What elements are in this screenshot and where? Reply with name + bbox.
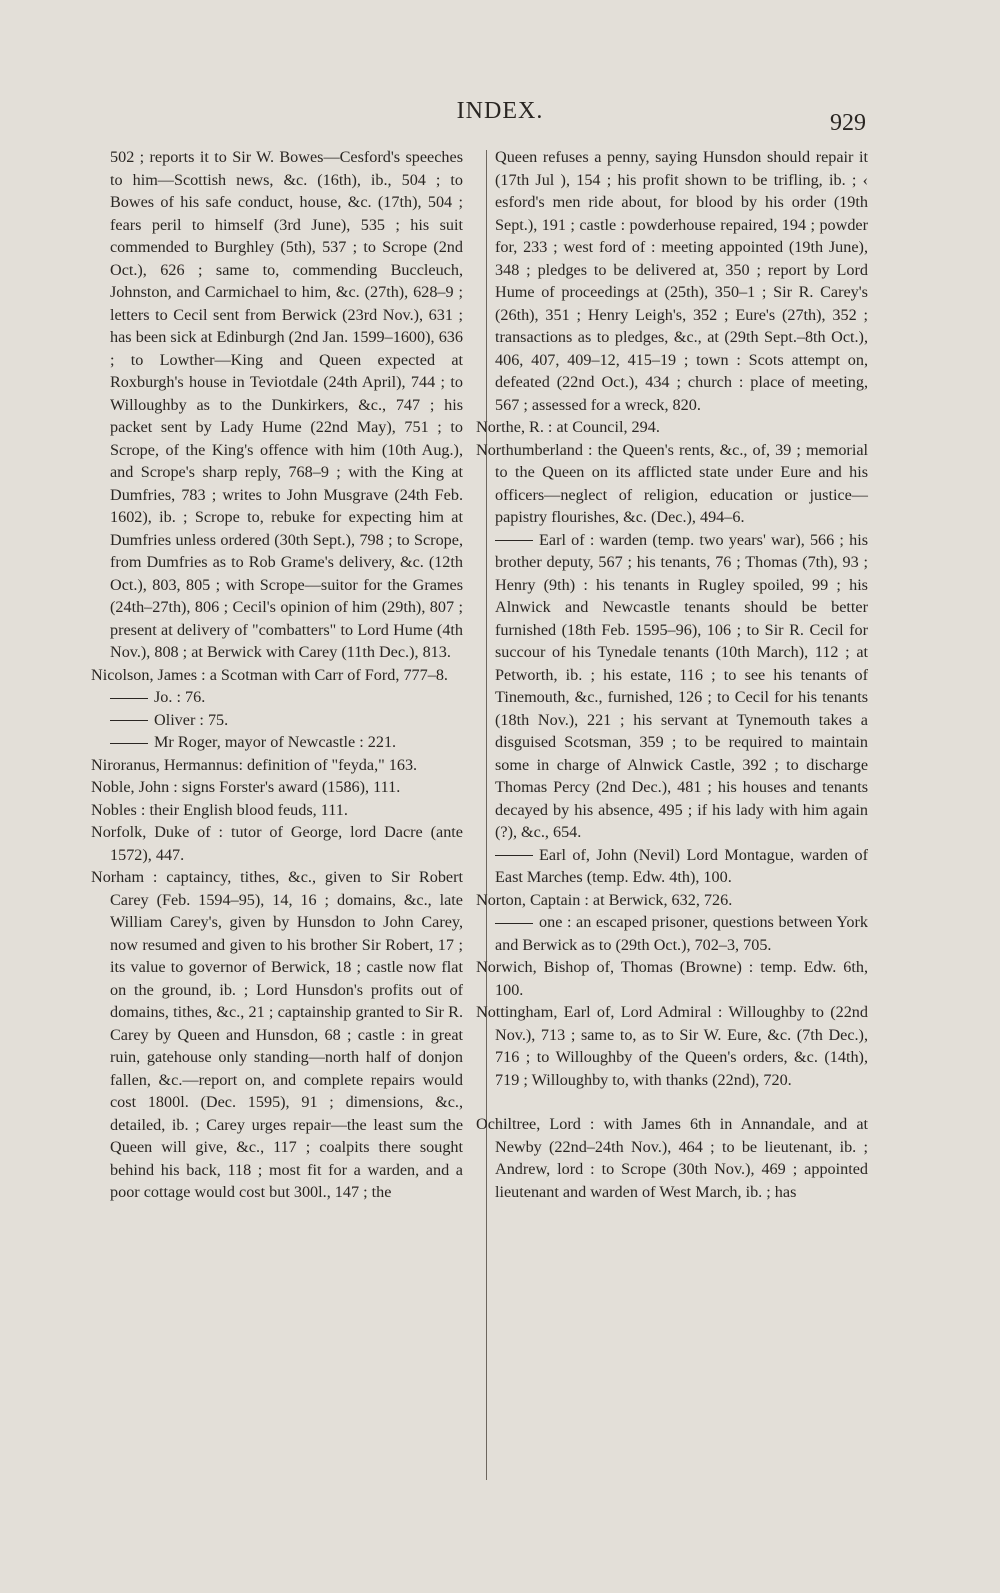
index-subentry <box>91 686 463 709</box>
section-gap <box>476 1091 868 1113</box>
entry-text: one : an escaped prisoner, questions between York and Berwick as to (29th Oct.), 702–3, 705. <box>495 913 868 954</box>
entry-text: Ochiltree, Lord : with James 6th in Annandale, and at Newby (22nd–24th Nov.), 464 ; to be lieutenant, ib. ; Andrew, lord : to Scrope (30th Nov.), 469 ; appointed lieutenant and warden of West March, ib. ; has <box>476 1115 868 1201</box>
entry-text: Norham : captaincy, tithes, &c., given to Sir Robert Carey (Feb. 1594–95), 14, 16 ; domains, &c., late William Carey's, given by Hunsdon to John Carey, now resumed and given to his brother Sir Robert, 17 ; its value to governor of Berwick, 18 ; castle now flat on the ground, ib. ; Lord Hunsdon's profits out of domains, tithes, &c., 21 ; captainship granted to Sir R. Carey by Queen and Hunsdon, 68 ; castle : in great ruin, gatehouse only standing—north half of donjon fallen, &c.—report on, and complete repairs would cost 1800l. (Dec. 1595), 91 ; dimensions, &c., detailed, ib. ; Carey urges repair—the least sum the Queen will give, &c., 117 ; coalpits there sought behind his back, 118 ; most fit for a warden, and a poor cottage would cost but 300l., 147 ; the <box>91 868 463 1201</box>
index-entry-continued <box>476 146 868 416</box>
ditto-dash <box>110 720 148 721</box>
entry-text: Norton, Captain : at Berwick, 632, 726. <box>476 890 733 909</box>
entry-text: Nicolson, James : a Scotman with Carr of Ford, 777–8. <box>91 665 448 684</box>
ditto-dash <box>110 698 148 699</box>
index-entry <box>91 776 463 799</box>
entry-text: Earl of, John (Nevil) Lord Montague, warden of East Marches (temp. Edw. 4th), 100. <box>495 845 868 886</box>
entry-text: Noble, John : signs Forster's award (1586), 111. <box>91 778 401 796</box>
entry-text: Jo. : 76. <box>154 688 206 706</box>
ditto-dash <box>110 743 148 744</box>
index-entry-continued <box>91 146 463 664</box>
ditto-dash <box>495 855 533 856</box>
page-number: 929 <box>830 110 866 136</box>
entry-text: Northe, R. : at Council, 294. <box>476 418 660 436</box>
running-head: INDEX. <box>456 98 544 124</box>
entry-text: Niroranus, Hermannus: definition of "feyda," 163. <box>91 755 418 774</box>
index-entry <box>476 1001 868 1091</box>
index-column-right <box>476 146 868 1203</box>
index-column-left <box>91 146 463 1204</box>
index-subentry <box>476 911 868 956</box>
entry-text: 502 ; reports it to Sir W. Bowes—Cesford's speeches to him—Scottish news, &c. (16th), ib., 504 ; to Bowes of his safe conduct, house, &c. (17th), 504 ; fears peril to himself (3rd June), 535 ; his suit commended to Burghley (5th), 537 ; to Scrope (2nd Oct.), 626 ; same to, commending Buccleuch, Johnston, and Carmichael to him, &c. (27th), 628–9 ; letters to Cecil sent from Berwick (23rd Nov.), 631 ; has been sick at Edinburgh (2nd Jan. 1599–1600), 636 ; to Lowther—King and Queen expected at Roxburgh's house in Teviotdale (24th April), 744 ; to Willoughby as to the Dunkirkers, &c., 747 ; his packet sent by Lady Hume (22nd May), 751 ; to Scrope, of the King's offence with him (10th Aug.), and Scrope's sharp reply, 768–9 ; with the King at Dumfries, 783 ; writes to John Musgrave (24th Feb. 1602), ib. ; Scrope to, rebuke for expecting him at Dumfries unless ordered (30th Sept.), 798 ; to Scrope, from Dumfries as to Rob Grame's delivery, &c. (12th Oct.), 803, 805 ; with Scrope—suitor for the Grames (24th–27th), 806 ; Cecil's opinion of him (29th), 807 ; present at delivery of "combatters" to Lord Hume (4th Nov.), 808 ; at Berwick with Carey (11th Dec.), 813. <box>110 148 463 661</box>
index-entry <box>476 416 868 439</box>
entry-text: Queen refuses a penny, saying Hunsdon should repair it (17th Jul ), 154 ; his profit shown to be trifling, ib. ; ‹ esford's men ride about, for blood by his order (19th Sept.), 191 ; castle : powderhouse repaired, 194 ; powder for, 233 ; west ford of : meeting appointed (19th June), 348 ; pledges to be delivered at, 350 ; report by Lord Hume of proceedings at (25th), 350–1 ; Sir R. Carey's (26th), 351 ; Henry Leigh's, 352 ; Eure's (27th), 352 ; transactions as to pledges, &c., at (29th Sept.–8th Oct.), 406, 407, 409–12, 415–19 ; town : Scots attempt on, defeated (22nd Oct.), 434 ; church : place of meeting, 567 ; assessed for a wreck, 820. <box>495 148 868 414</box>
entry-text: Earl of : warden (temp. two years' war), 566 ; his brother deputy, 567 ; his tenants, 76 ; Thomas (7th), 93 ; Henry (9th) : his tenants in Rugley spoiled, 99 ; his Alnwick and Newcastle tenants should be better furnished (18th Feb. 1595–96), 106 ; to Sir R. Cecil for succour of his Tynedale tenants (10th March), 112 ; at Petworth, ib. ; his estate, 116 ; to see his tenants of Tinemouth, &c., furnished, 126 ; to Cecil for his tenants (18th Nov.), 221 ; his servant at Tynemouth takes a disguised Scotsman, 359 ; to be required to maintain some in charge of Alnwick Castle, 392 ; to discharge Thomas Percy (2nd Dec.), 481 ; his houses and tenants decayed by his absence, 495 ; if his lady with him again (?), &c., 654. <box>495 530 868 841</box>
index-entry <box>91 664 463 687</box>
index-entry <box>476 1113 868 1203</box>
entry-text: Nottingham, Earl of, Lord Admiral : Willoughby to (22nd Nov.), 713 ; same to, as to Sir W. Eure, &c. (7th Dec.), 716 ; to Willoughby of the Queen's orders, &c. (14th), 719 ; Willoughby to, with thanks (22nd), 720. <box>476 1003 868 1089</box>
index-entry <box>476 439 868 529</box>
index-entry <box>476 956 868 1001</box>
index-entry <box>91 754 463 777</box>
entry-text: Northumberland : the Queen's rents, &c., of, 39 ; memorial to the Queen on its afflicted state under Eure and his officers—neglect of religion, education or justice—papistry flourishes, &c. (Dec.), 494–6. <box>476 440 868 526</box>
index-entry <box>91 821 463 866</box>
index-subentry <box>476 844 868 889</box>
entry-text: Nobles : their English blood feuds, 111. <box>91 800 348 819</box>
ditto-dash <box>495 540 533 541</box>
index-entry <box>91 799 463 822</box>
index-entry <box>476 889 868 912</box>
entry-text: Norwich, Bishop of, Thomas (Browne) : temp. Edw. 6th, 100. <box>476 958 868 999</box>
ditto-dash <box>495 923 533 924</box>
index-subentry <box>476 529 868 844</box>
index-subentry <box>91 709 463 732</box>
index-entry <box>91 866 463 1204</box>
entry-text: Norfolk, Duke of : tutor of George, lord Dacre (ante 1572), 447. <box>91 823 463 864</box>
entry-text: Oliver : 75. <box>154 710 229 729</box>
entry-text: Mr Roger, mayor of Newcastle : 221. <box>154 733 397 751</box>
index-subentry <box>91 731 463 754</box>
